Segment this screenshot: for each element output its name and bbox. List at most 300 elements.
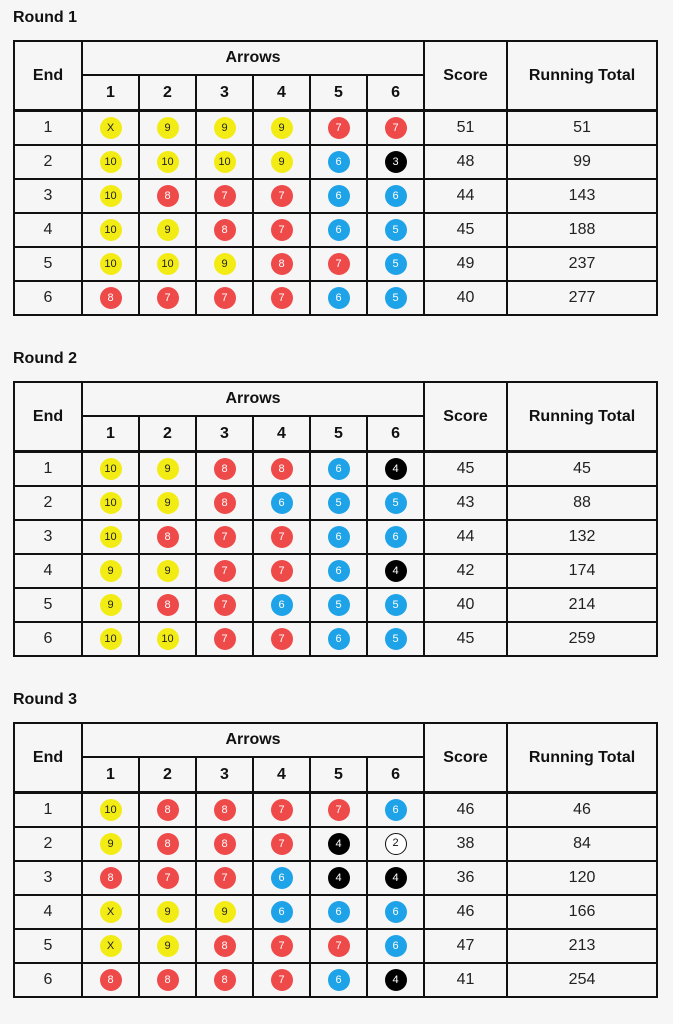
running-total: 143 [507,179,657,213]
arrow-cell [367,588,424,622]
arrow-score-badge: 7 [157,287,179,309]
arrow-score-badge: 8 [214,833,236,855]
arrow-score-badge: 6 [328,628,350,650]
arrow-cell [367,179,424,213]
end-number: 5 [14,929,82,963]
arrow-cell [253,588,310,622]
arrow-cell [367,861,424,895]
arrow-cell [310,929,367,963]
arrow-score-badge: 6 [385,935,407,957]
arrow-cell [367,111,424,146]
end-number: 6 [14,281,82,315]
arrow-cell [367,895,424,929]
arrow-score-badge: 8 [157,969,179,991]
arrow-score-badge: 7 [271,185,293,207]
end-score: 43 [424,486,507,520]
end-number: 3 [14,861,82,895]
arrow-cell [253,111,310,146]
arrow-score-badge: X [100,935,122,957]
arrow-cell [82,452,139,487]
end-number: 4 [14,213,82,247]
arrow-score-badge: 5 [385,287,407,309]
arrow-score-badge: 9 [100,560,122,582]
arrow-score-badge: 4 [385,458,407,480]
arrow-cell [253,520,310,554]
arrow-score-badge: 10 [100,526,122,548]
arrow-score-badge: 4 [385,969,407,991]
arrow-cell [310,895,367,929]
arrow-score-badge: 4 [385,560,407,582]
arrow-score-badge: 6 [328,151,350,173]
arrow-number-header: 5 [310,416,367,452]
arrow-score-badge: 6 [328,560,350,582]
end-row [14,213,657,247]
arrow-score-badge: 5 [385,219,407,241]
end-header: End [14,41,82,111]
arrow-cell [139,827,196,861]
arrow-score-badge: 8 [214,458,236,480]
arrow-cell [367,281,424,315]
arrow-score-badge: 9 [214,253,236,275]
arrow-score-badge: 10 [214,151,236,173]
arrow-score-badge: 6 [385,185,407,207]
arrow-score-badge: 10 [100,185,122,207]
arrow-score-badge: 7 [214,185,236,207]
arrow-cell [253,213,310,247]
arrow-score-badge: 7 [214,628,236,650]
end-number: 1 [14,793,82,828]
end-row [14,179,657,213]
end-row [14,281,657,315]
arrow-cell [82,486,139,520]
arrow-score-badge: 7 [328,799,350,821]
arrow-cell [82,145,139,179]
running-total: 174 [507,554,657,588]
end-number: 5 [14,247,82,281]
running-total: 88 [507,486,657,520]
arrow-score-badge: 9 [157,560,179,582]
arrow-cell [196,861,253,895]
arrow-score-badge: 9 [271,151,293,173]
running-total: 99 [507,145,657,179]
arrow-cell [253,179,310,213]
end-number: 1 [14,452,82,487]
arrow-cell [139,554,196,588]
running-total: 46 [507,793,657,828]
arrow-cell [367,827,424,861]
arrow-cell [367,622,424,656]
score-table [13,381,658,657]
arrow-number-header: 4 [253,75,310,111]
arrow-score-badge: 10 [100,492,122,514]
arrow-score-badge: 5 [385,253,407,275]
arrow-cell [367,145,424,179]
arrow-cell [367,452,424,487]
arrow-score-badge: 7 [214,287,236,309]
arrow-cell [82,963,139,997]
round-title: Round 3 [13,691,77,708]
running-total: 213 [507,929,657,963]
arrow-cell [196,827,253,861]
arrow-score-badge: 10 [100,628,122,650]
arrow-cell [253,622,310,656]
arrow-cell [139,895,196,929]
arrow-cell [310,793,367,828]
arrow-score-badge: 6 [271,867,293,889]
arrow-score-badge: 7 [271,526,293,548]
arrow-score-badge: 6 [328,219,350,241]
arrow-number-header: 1 [82,75,139,111]
arrow-score-badge: 8 [214,492,236,514]
end-score: 51 [424,111,507,146]
arrow-cell [196,588,253,622]
arrow-score-badge: 8 [157,799,179,821]
arrow-score-badge: 7 [214,867,236,889]
end-number: 6 [14,963,82,997]
arrow-score-badge: 7 [271,969,293,991]
arrow-score-badge: 6 [271,492,293,514]
arrow-cell [139,793,196,828]
arrow-cell [196,145,253,179]
arrow-cell [82,179,139,213]
running-total: 51 [507,111,657,146]
end-score: 46 [424,793,507,828]
arrow-score-badge: 9 [214,117,236,139]
arrow-cell [310,486,367,520]
arrow-cell [82,895,139,929]
arrow-score-badge: 5 [385,628,407,650]
arrow-score-badge: 7 [385,117,407,139]
arrow-score-badge: 9 [157,901,179,923]
running-total: 214 [507,588,657,622]
arrow-score-badge: 5 [328,594,350,616]
end-score: 41 [424,963,507,997]
running-total: 188 [507,213,657,247]
arrows-header: Arrows [82,723,424,757]
arrow-score-badge: 9 [214,901,236,923]
arrow-cell [367,793,424,828]
arrow-score-badge: 9 [100,833,122,855]
arrow-score-badge: 9 [157,458,179,480]
arrow-cell [196,554,253,588]
end-row [14,145,657,179]
end-score: 44 [424,179,507,213]
arrow-score-badge: 5 [385,594,407,616]
arrow-cell [310,247,367,281]
arrow-cell [82,247,139,281]
arrow-number-header: 1 [82,757,139,793]
arrow-score-badge: 7 [271,287,293,309]
arrow-cell [196,247,253,281]
end-number: 6 [14,622,82,656]
arrow-cell [253,486,310,520]
arrow-number-header: 5 [310,75,367,111]
arrow-score-badge: X [100,901,122,923]
arrow-cell [82,622,139,656]
arrow-cell [310,111,367,146]
running-total: 237 [507,247,657,281]
arrow-number-header: 3 [196,416,253,452]
arrow-score-badge: 6 [385,901,407,923]
arrow-cell [310,861,367,895]
arrow-cell [196,793,253,828]
arrow-cell [139,929,196,963]
arrow-cell [367,486,424,520]
arrow-score-badge: 9 [271,117,293,139]
header-row [14,41,657,75]
arrow-cell [253,554,310,588]
arrow-score-badge: 6 [328,526,350,548]
arrow-score-badge: 2 [385,833,407,855]
end-score: 36 [424,861,507,895]
arrow-cell [196,486,253,520]
arrow-score-badge: 8 [100,867,122,889]
end-score: 47 [424,929,507,963]
end-row [14,929,657,963]
arrow-cell [82,827,139,861]
arrow-cell [367,554,424,588]
arrow-score-badge: 7 [328,117,350,139]
arrow-cell [310,963,367,997]
arrow-score-badge: 9 [157,117,179,139]
arrow-score-badge: 8 [157,185,179,207]
arrow-cell [367,520,424,554]
arrow-score-badge: 6 [385,799,407,821]
end-row [14,588,657,622]
arrow-cell [139,588,196,622]
arrow-cell [310,213,367,247]
arrow-score-badge: 7 [214,526,236,548]
arrow-score-badge: 9 [157,219,179,241]
end-row [14,520,657,554]
arrow-cell [196,622,253,656]
arrow-cell [253,827,310,861]
end-score: 42 [424,554,507,588]
arrow-cell [253,929,310,963]
arrow-score-badge: 7 [271,628,293,650]
arrow-score-badge: 8 [100,969,122,991]
arrow-number-header: 3 [196,75,253,111]
arrow-cell [82,793,139,828]
arrow-cell [310,452,367,487]
arrow-cell [310,554,367,588]
arrow-cell [82,588,139,622]
arrow-score-badge: 5 [385,492,407,514]
end-score: 38 [424,827,507,861]
arrow-cell [310,179,367,213]
end-row [14,622,657,656]
arrow-cell [139,145,196,179]
end-number: 5 [14,588,82,622]
arrow-cell [310,622,367,656]
arrow-score-badge: 6 [328,287,350,309]
arrow-score-badge: 6 [271,901,293,923]
end-number: 3 [14,179,82,213]
score-table [13,40,658,316]
arrow-cell [367,929,424,963]
arrow-score-badge: 3 [385,151,407,173]
arrow-cell [82,213,139,247]
arrow-number-header: 3 [196,757,253,793]
end-header: End [14,723,82,793]
arrow-score-badge: 8 [157,526,179,548]
arrow-cell [253,963,310,997]
end-row [14,793,657,828]
end-row [14,861,657,895]
arrow-score-badge: 9 [157,935,179,957]
arrow-cell [253,281,310,315]
arrow-number-header: 2 [139,75,196,111]
arrow-score-badge: 7 [271,935,293,957]
arrow-cell [196,213,253,247]
running-total: 120 [507,861,657,895]
end-row [14,111,657,146]
arrow-score-badge: 7 [214,560,236,582]
arrow-cell [82,554,139,588]
arrow-cell [253,145,310,179]
arrow-cell [196,281,253,315]
running-total: 259 [507,622,657,656]
end-number: 2 [14,486,82,520]
arrow-cell [139,247,196,281]
arrow-cell [253,895,310,929]
arrow-cell [82,281,139,315]
end-header: End [14,382,82,452]
arrow-score-badge: 7 [271,799,293,821]
arrow-cell [310,145,367,179]
arrow-cell [310,281,367,315]
arrow-cell [139,281,196,315]
arrow-cell [196,111,253,146]
arrow-score-badge: 7 [271,560,293,582]
score-header: Score [424,723,507,793]
arrow-score-badge: 6 [328,185,350,207]
end-number: 3 [14,520,82,554]
arrow-cell [139,111,196,146]
arrow-score-badge: 10 [100,799,122,821]
arrow-score-badge: 8 [157,833,179,855]
arrow-cell [196,929,253,963]
arrow-score-badge: 8 [214,799,236,821]
arrow-cell [196,179,253,213]
end-score: 46 [424,895,507,929]
score-table [13,722,658,998]
arrow-score-badge: 6 [328,458,350,480]
arrow-cell [82,861,139,895]
arrow-score-badge: 7 [271,833,293,855]
arrow-score-badge: 8 [100,287,122,309]
arrow-cell [139,861,196,895]
arrow-cell [367,247,424,281]
arrow-cell [139,213,196,247]
running-total-header: Running Total [507,723,657,793]
end-score: 45 [424,622,507,656]
running-total: 132 [507,520,657,554]
arrow-score-badge: 4 [328,867,350,889]
arrow-cell [196,452,253,487]
end-score: 40 [424,588,507,622]
end-number: 2 [14,145,82,179]
end-number: 1 [14,111,82,146]
arrow-cell [367,213,424,247]
running-total-header: Running Total [507,41,657,111]
round-title: Round 2 [13,350,77,367]
end-row [14,486,657,520]
arrow-cell [310,520,367,554]
arrow-score-badge: 8 [214,935,236,957]
arrows-header: Arrows [82,41,424,75]
arrow-score-badge: X [100,117,122,139]
arrow-score-badge: 7 [328,253,350,275]
arrow-score-badge: 8 [214,969,236,991]
end-score: 44 [424,520,507,554]
arrow-score-badge: 8 [157,594,179,616]
running-total: 254 [507,963,657,997]
arrow-cell [196,520,253,554]
arrow-number-header: 6 [367,757,424,793]
end-score: 49 [424,247,507,281]
arrow-number-header: 2 [139,416,196,452]
arrow-number-header: 6 [367,75,424,111]
arrow-cell [196,963,253,997]
arrow-score-badge: 10 [157,151,179,173]
end-number: 2 [14,827,82,861]
arrow-score-badge: 10 [100,151,122,173]
arrow-score-badge: 6 [328,901,350,923]
arrow-cell [139,520,196,554]
arrow-score-badge: 8 [271,253,293,275]
end-row [14,247,657,281]
arrow-cell [82,111,139,146]
arrow-cell [253,861,310,895]
arrow-score-badge: 4 [385,867,407,889]
arrow-score-badge: 8 [214,219,236,241]
arrow-cell [310,588,367,622]
arrow-score-badge: 10 [157,628,179,650]
arrow-cell [139,963,196,997]
arrow-score-badge: 10 [157,253,179,275]
header-row [14,382,657,416]
arrow-score-badge: 6 [271,594,293,616]
arrow-number-header: 5 [310,757,367,793]
arrow-score-badge: 9 [100,594,122,616]
arrow-cell [367,963,424,997]
arrow-cell [196,895,253,929]
arrow-number-header: 4 [253,757,310,793]
running-total: 45 [507,452,657,487]
end-row [14,963,657,997]
arrow-cell [139,452,196,487]
end-row [14,895,657,929]
arrow-cell [82,929,139,963]
arrow-score-badge: 7 [328,935,350,957]
arrow-score-badge: 10 [100,253,122,275]
arrow-cell [253,793,310,828]
arrow-score-badge: 9 [157,492,179,514]
running-total: 166 [507,895,657,929]
arrow-score-badge: 10 [100,219,122,241]
arrow-number-header: 4 [253,416,310,452]
arrow-score-badge: 10 [100,458,122,480]
arrow-number-header: 2 [139,757,196,793]
end-score: 40 [424,281,507,315]
arrows-header: Arrows [82,382,424,416]
header-row [14,723,657,757]
arrow-cell [253,247,310,281]
arrow-cell [310,827,367,861]
arrow-cell [139,486,196,520]
arrow-number-header: 1 [82,416,139,452]
